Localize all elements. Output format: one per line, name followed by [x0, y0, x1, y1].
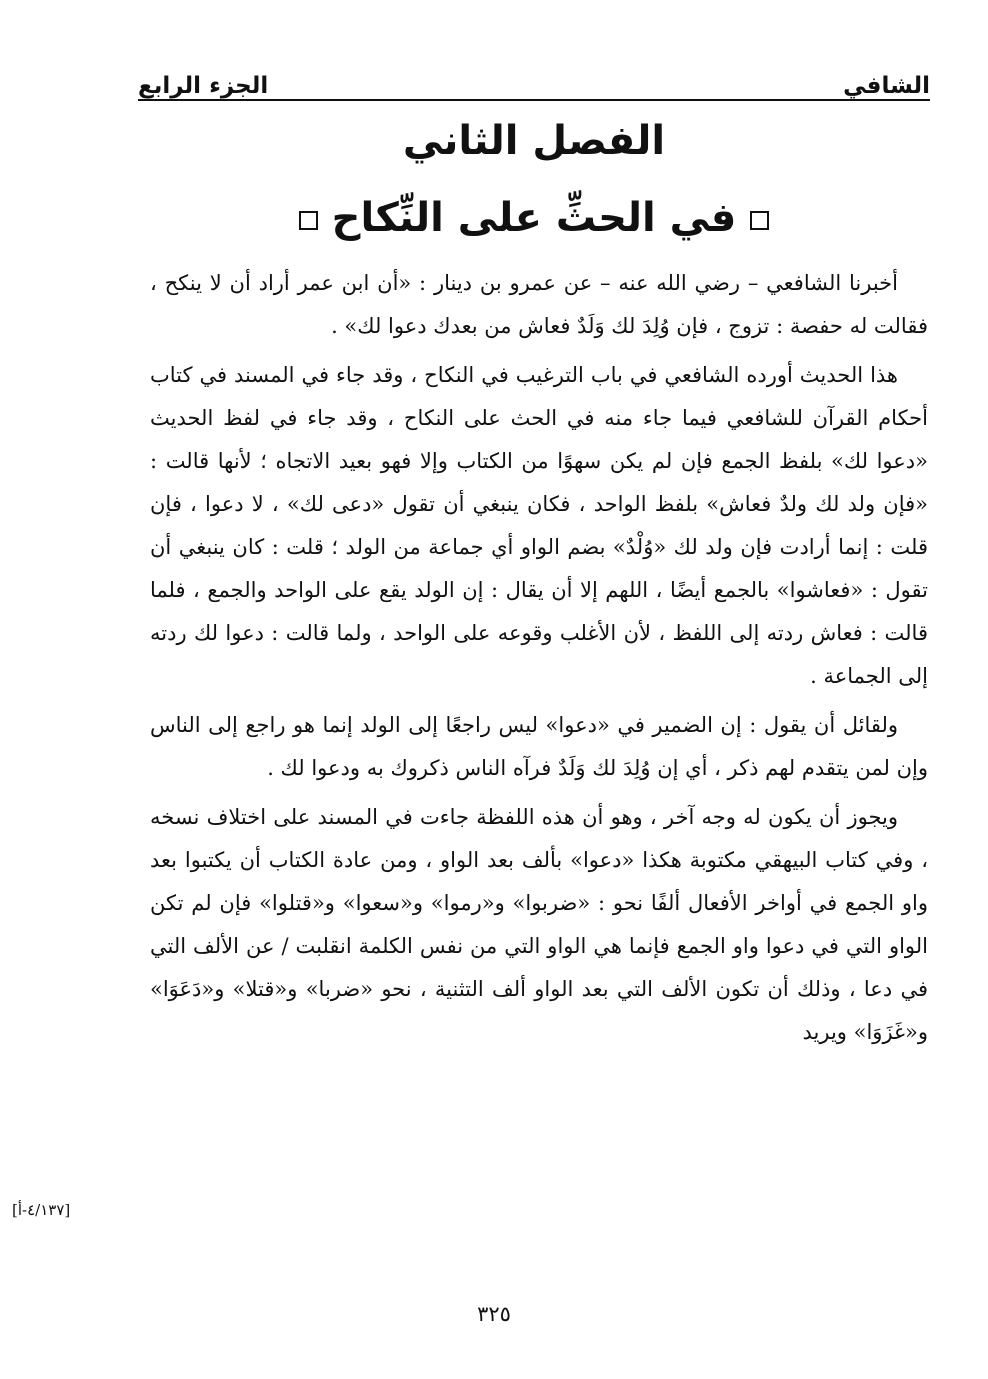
volume-label: الجزء الرابع — [138, 73, 269, 99]
chapter-subtitle-text: في الحثِّ على النِّكاح — [331, 195, 737, 241]
paragraph: ويجوز أن يكون له وجه آخر ، وهو أن هذه اللفظة جاءت في المسند على اختلاف نسخه ، وفي كتاب البيهقي مكتوبة هكذا «دعوا» بألف بعد الواو ، ومن عادة الكتاب أن يكتبوا بعد واو الجمع في أواخر الأفعال ألفًا نحو : «ضربوا» و«رموا» و«سعوا» و«قتلوا» فإن لم تكن الواو التي في دعوا واو الجمع فإنما هي الواو التي من نفس الكلمة انقلبت / عن الألف التي في دعا ، وذلك أن تكون الألف التي بعد الواو ألف التثنية ، نحو «ضربا» و«قتلا» و«دَعَوَا» و«غَزَوَا» ويريد — [150, 805, 928, 1044]
paragraph: ولقائل أن يقول : إن الضمير في «دعوا» ليس راجعًا إلى الولد إنما هو راجع إلى الناس وإن لمن يتقدم لهم ذكر ، أي إن وُلِدَ لك وَلَدٌ فرآه الناس ذكروك به ودعوا لك . — [150, 713, 928, 780]
book-title: الشافي — [843, 73, 930, 99]
header-rule — [138, 99, 930, 101]
paragraph: هذا الحديث أورده الشافعي في باب الترغيب في النكاح ، وقد جاء في المسند في كتاب أحكام القرآن للشافعي فيما جاء منه في الحث على النكاح ، وقد جاء في لفظ الحديث «دعوا لك» بلفظ الجمع فإن لم يكن سهوًا من الكتاب وإلا فهو بعيد الاتجاه ؛ لأنها قالت : «فإن ولد لك ولدٌ فعاش» بلفظ الواحد ، فكان ينبغي أن تقول «دعى لك» ، لا دعوا ، فإن قلت : إنما أرادت فإن ولد لك «وُلْدٌ» بضم الواو أي جماعة من الولد ؛ قلت : كان ينبغي أن تقول : «فعاشوا» بالجمع أيضًا ، اللهم إلا أن يقال : إن الولد يقع على الواحد والجمع ، فلما قالت : فعاش ردته إلى اللفظ ، لأن الأغلب وقوعه على الواحد ، ولما قالت : دعوا لك ردته إلى الجماعة . — [150, 363, 928, 688]
square-ornament-icon — [750, 211, 769, 230]
paragraph: أخبرنا الشافعي – رضي الله عنه – عن عمرو بن دينار : «أن ابن عمر أراد أن لا ينكح ، فقالت له حفصة : تزوج ، فإن وُلِدَ لك وَلَدٌ فعاش من بعدك دعوا لك» . — [150, 271, 928, 338]
chapter-subtitle — [138, 188, 930, 248]
page-number: ٣٢٥ — [477, 1302, 511, 1326]
margin-note: [٤/١٣٧-أ] — [12, 1201, 71, 1219]
chapter-title: الفصل الثاني — [402, 118, 666, 164]
running-head — [138, 52, 930, 98]
square-ornament-icon — [299, 211, 318, 230]
body-text — [150, 262, 928, 1060]
